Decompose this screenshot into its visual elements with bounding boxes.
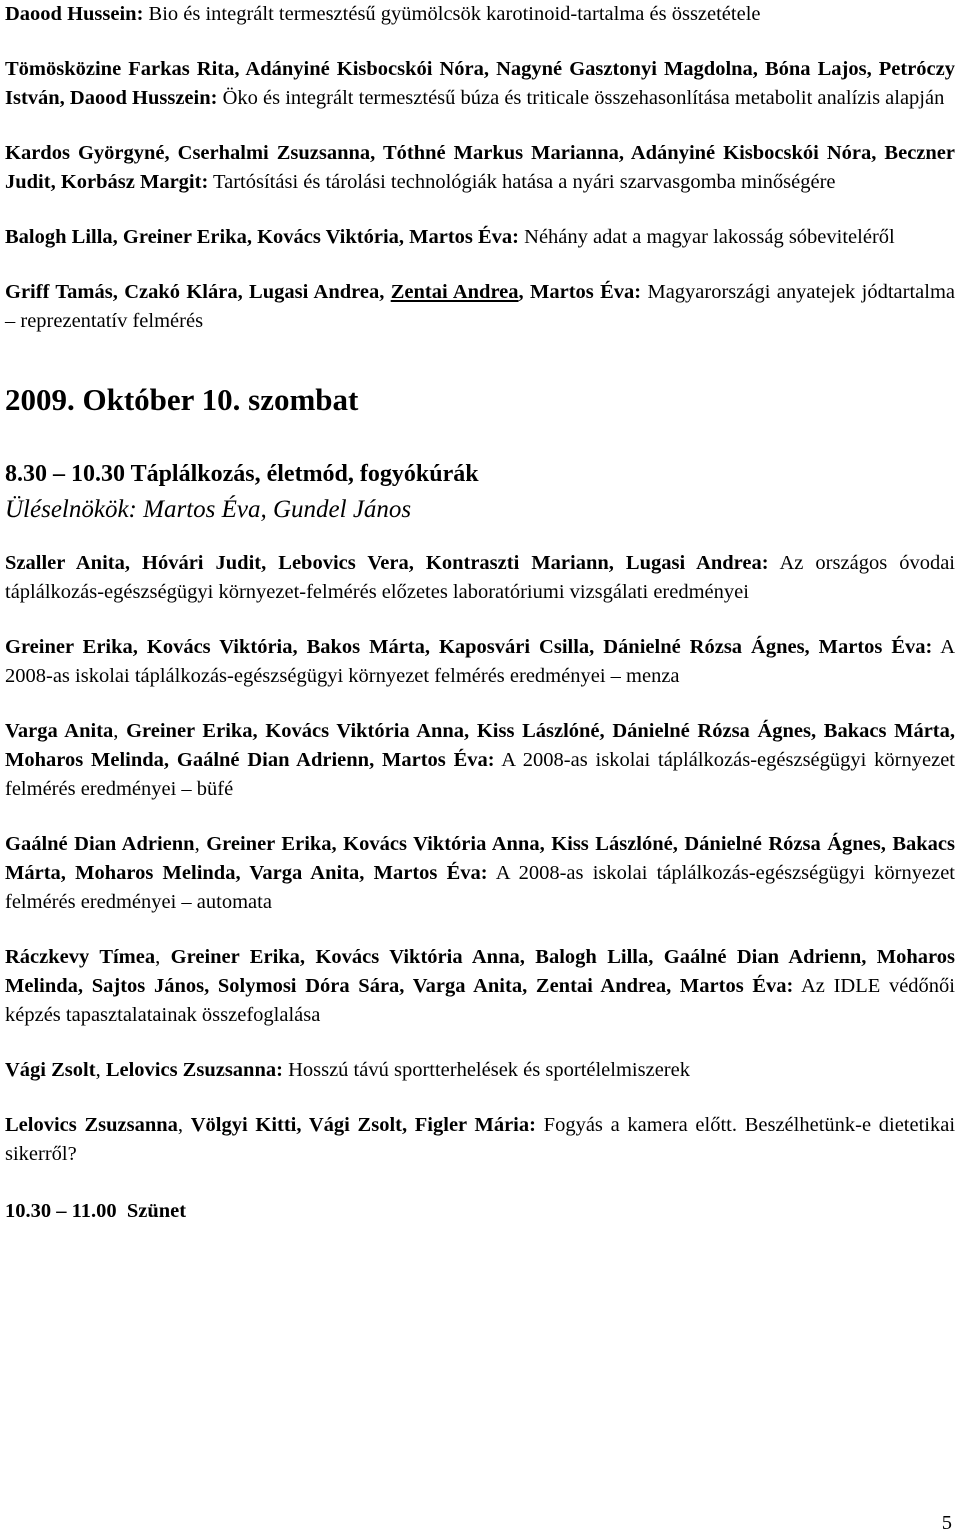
- entry-title: Magyarországi anyatejek jódtartalma – reprezentatív felmérés: [5, 281, 956, 332]
- entry-1: [5, 0, 955, 29]
- entry-separator: ,: [113, 720, 127, 742]
- entry-authors: Tömösközine Farkas Rita, Adányiné Kisbocskói Nóra, Nagyné Gasztonyi Magdolna, Bóna Lajos, Petróczy István, Daood Husszein:: [5, 58, 955, 109]
- entry-2: [5, 55, 955, 113]
- entry-4: [5, 223, 955, 252]
- entry-author-underlined: Zentai Andrea: [390, 281, 519, 303]
- document-page: [5, 0, 955, 1226]
- entry-5: [5, 278, 955, 336]
- entry-first-author: Varga Anita: [5, 720, 114, 742]
- break-line: 10.30 – 11.00 Szünet: [5, 1200, 187, 1222]
- entry-authors: Daood Hussein:: [5, 3, 144, 25]
- entry-first-author: Gaálné Dian Adrienn: [5, 833, 195, 855]
- session-heading: 8.30 – 10.30 Táplálkozás, életmód, fogyókúrák: [5, 461, 479, 487]
- entry-12: [5, 1111, 955, 1169]
- entry-title: Bio és integrált termesztésű gyümölcsök karotinoid-tartalma és összetétele: [143, 3, 761, 25]
- entry-authors: Greiner Erika, Kovács Viktória, Bakos Márta, Kaposvári Csilla, Dánielné Rózsa Ágnes, Martos Éva:: [5, 636, 933, 658]
- entry-authors: Szaller Anita, Hóvári Judit, Lebovics Vera, Kontraszti Mariann, Lugasi Andrea:: [5, 552, 769, 574]
- entry-title: Néhány adat a magyar lakosság sóbeviteléről: [519, 226, 895, 248]
- entry-7: [5, 633, 955, 691]
- entry-separator: ,: [155, 946, 171, 968]
- entry-authors: Greiner Erika, Kovács Viktória Anna, Balogh Lilla, Gaálné Dian Adrienn, Moharos Melinda, Sajtos János, Solymosi Dóra Sára, Varga Anita, Zentai Andrea, Martos Éva:: [5, 946, 955, 997]
- entry-authors: Völgyi Kitti, Vági Zsolt, Figler Mária:: [190, 1114, 536, 1136]
- entry-title: Az IDLE védőnői képzés tapasztalatainak összefoglalása: [5, 975, 955, 1026]
- entry-first-author: Lelovics Zsuzsanna: [5, 1114, 178, 1136]
- entry-8: [5, 717, 955, 804]
- entry-authors: Balogh Lilla, Greiner Erika, Kovács Viktória, Martos Éva:: [5, 226, 520, 248]
- entry-title: A 2008-as iskolai táplálkozás-egészségügyi környezet felmérés eredményei – automata: [5, 862, 955, 913]
- entry-title: Hosszú távú sportterhelések és sportélelmiszerek: [282, 1059, 690, 1081]
- entry-title: Tartósítási és tárolási technológiák hatása a nyári szarvasgomba minőségére: [208, 171, 836, 193]
- entry-first-author: Ráczkevy Tímea: [5, 946, 156, 968]
- entry-10: [5, 943, 955, 1030]
- entry-3: [5, 139, 955, 197]
- entry-authors: Kardos Györgyné, Cserhalmi Zsuzsanna, Tóthné Markus Marianna, Adányiné Kisbocskói Nóra, Beczner Judit, Korbász Margit:: [5, 142, 955, 193]
- entry-authors: Griff Tamás, Czakó Klára, Lugasi Andrea,: [5, 281, 391, 303]
- entry-authors: Greiner Erika, Kovács Viktória Anna, Kiss Lászlóné, Dánielné Rózsa Ágnes, Bakacs Márta, Moharos Melinda, Varga Anita, Martos Éva:: [5, 833, 956, 884]
- entry-title: A 2008-as iskolai táplálkozás-egészségügyi környezet felmérés eredményei – menza: [5, 636, 955, 687]
- session-chairs: Üléselnökök: Martos Éva, Gundel János: [5, 496, 412, 523]
- entry-9: [5, 830, 955, 917]
- entry-first-author: Vági Zsolt: [5, 1059, 96, 1081]
- entry-11: [5, 1056, 955, 1085]
- entry-separator: ,: [95, 1059, 106, 1081]
- day-heading: 2009. Október 10. szombat: [5, 382, 359, 417]
- entry-title: A 2008-as iskolai táplálkozás-egészségügyi környezet felmérés eredményei – büfé: [5, 749, 955, 800]
- entry-authors: Lelovics Zsuzsanna:: [105, 1059, 283, 1081]
- entry-authors: , Martos Éva:: [518, 281, 642, 303]
- entry-separator: ,: [177, 1114, 191, 1136]
- entry-6: [5, 549, 955, 607]
- entry-separator: ,: [194, 833, 207, 855]
- entry-title: Az országos óvodai táplálkozás-egészségügyi környezet-felmérés előzetes laboratóriumi vizsgálati eredményei: [5, 552, 955, 603]
- entry-title: Öko és integrált termesztésű búza és triticale összehasonlítása metabolit analízis alapján: [217, 87, 945, 109]
- entry-authors: Greiner Erika, Kovács Viktória Anna, Kiss Lászlóné, Dánielné Rózsa Ágnes, Bakacs Márta, Moharos Melinda, Gaálné Dian Adrienn, Martos Éva:: [5, 720, 955, 771]
- page-number: 5: [941, 1512, 952, 1534]
- entry-title: Fogyás a kamera előtt. Beszélhetünk-e dietetikai sikerről?: [5, 1114, 956, 1165]
